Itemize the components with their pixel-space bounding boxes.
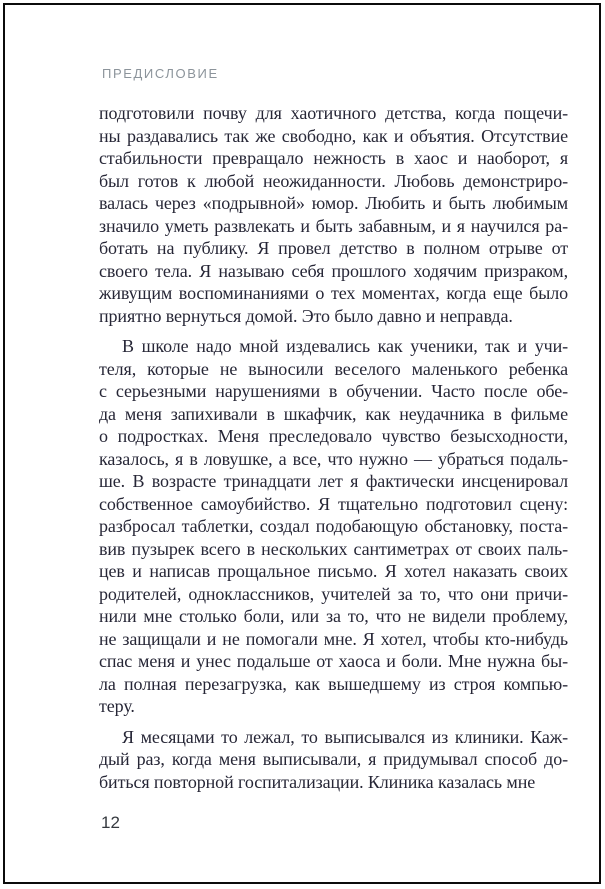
text-line: ла полная перезагрузка, как вышедшему из строя компью-	[99, 673, 568, 694]
text-line: с серьезными нарушениями в обучении. Часто после обе-	[99, 381, 568, 401]
body-paragraph	[99, 726, 568, 794]
text-line: вив пузырек всего в нескольких сантиметрах от своих паль-	[99, 538, 568, 559]
chapter-header: ПРЕДИСЛОВИЕ	[102, 66, 219, 81]
text-line: приятно вернуться домой. Это было давно и неправда.	[99, 305, 513, 326]
text-line: биться повторной госпитализации. Клиника казалась мне	[99, 771, 536, 792]
text-line: казалось, я в ловушке, а все, что нужно — убраться подаль-	[99, 448, 568, 469]
text-line: В школе надо мной издевались как ученики, так и учи-	[122, 336, 568, 356]
text-line: значило уметь развлекать и быть забавным, и я научился ра-	[99, 215, 568, 236]
text-line: ны раздавались так же свободно, как и объятия. Отсутствие	[99, 125, 568, 146]
page-number: 12	[101, 813, 120, 832]
text-line: своего тела. Я называю себя прошлого ходячим призраком,	[99, 260, 568, 281]
text-line: теру.	[99, 696, 135, 716]
text-line: Я месяцами то лежал, то выписывался из клиники. Каж-	[122, 726, 568, 747]
text-line: стабильности превращало нежность в хаос и наоборот, я	[99, 148, 568, 168]
text-line: о подростках. Меня преследовало чувство безысходности,	[99, 426, 568, 446]
text-line: разбросал таблетки, создал подобающую обстановку, поста-	[99, 516, 568, 536]
text-line: живущим воспоминаниями о тех моментах, когда еще было	[99, 283, 568, 303]
body-paragraph	[99, 335, 568, 718]
text-line: родителей, одноклассников, учителей за то, что они причи-	[99, 583, 568, 604]
text-line: валась через «подрывной» юмор. Любить и быть любимым	[99, 193, 568, 213]
text-line: был готов к любой неожиданности. Любовь демонстриро-	[99, 170, 568, 191]
text-line: ше. В возрасте тринадцати лет я фактически инсценировал	[99, 471, 568, 491]
text-line: собственное самоубийство. Я тщательно подготовил сцену:	[99, 493, 568, 514]
text-line: не защищали и не помогали мне. Я хотел, чтобы кто-нибудь	[99, 628, 568, 649]
text-line: цев и написав прощальное письмо. Я хотел наказать своих	[99, 561, 568, 581]
text-line: спас меня и унес подальше от хаоса и боли. Мне нужна бы-	[99, 651, 568, 671]
text-line: ботать на публику. Я провел детство в полном отрыве от	[99, 238, 568, 258]
text-line: дый раз, когда меня выписывали, я придумывал способ до-	[99, 749, 568, 769]
text-line: нили мне столько боли, или за то, что не видели проблему,	[99, 606, 568, 626]
text-line: теля, которые не выносили веселого маленького ребенка	[99, 358, 568, 379]
body-paragraph	[99, 102, 568, 327]
page-body	[99, 102, 568, 793]
text-line: да меня запихивали в шкафчик, как неудачника в фильме	[99, 403, 568, 424]
text-line: подготовили почву для хаотичного детства, когда пощечи-	[99, 103, 568, 123]
